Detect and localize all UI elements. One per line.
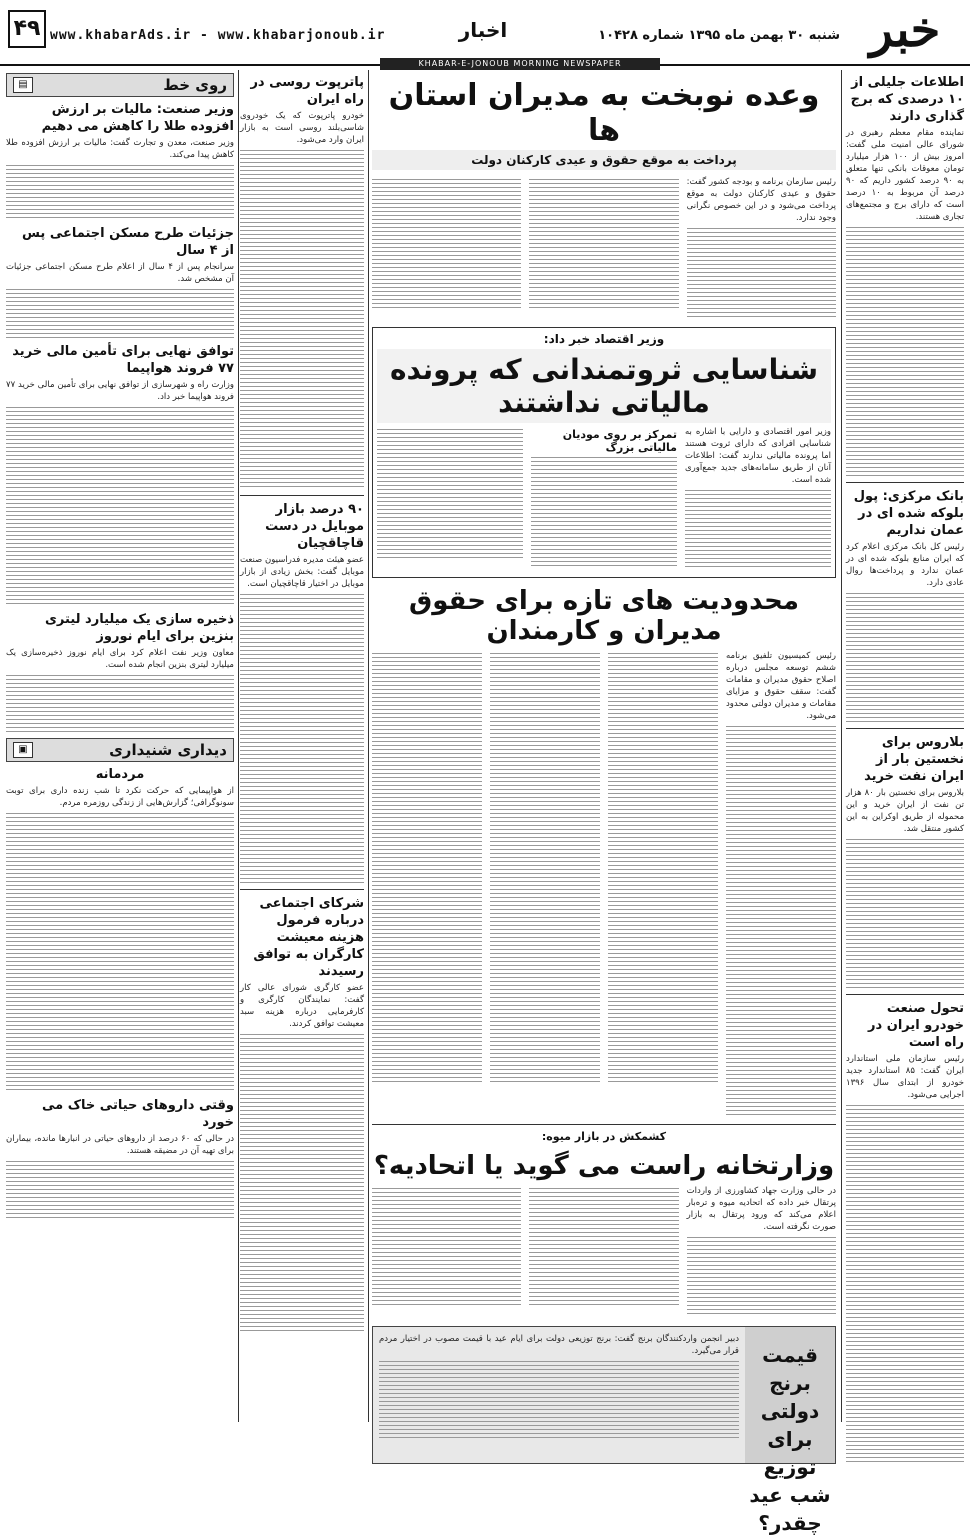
left-item5-text: از هواپیمایی که حرکت نکرد تا شب زنده داری برای توبت سونوگرافی؛ گزارش‌هایی از زندگی روزمره مردم. [6,786,234,808]
section-banner-audio-visual [6,738,234,762]
right-column [841,70,964,1422]
kicker-2: وزیر اقتصاد خبر داد: [543,332,665,346]
middle-column [240,70,369,1422]
left-item6-title: وقتی داروهای حیاتی خاک می خورد [41,1098,234,1130]
websites: www.khabarAds.ir - www.khabarjonoub.ir [50,28,386,43]
page-number: ۴۹ [8,10,46,48]
issue-line: شنبه ۳۰ بهمن ماه ۱۳۹۵ شماره ۱۰۴۲۸ [598,28,840,43]
mid-text-1: خودرو پاترپوت که یک خودروی شاسی‌بلند روسی است به بازار ایران وارد می‌شود. [240,111,364,145]
rice-box-title: قیمت برنج دولتی برای توزیع شب عید چقدر؟ [745,1327,835,1463]
left-item3-text: وزارت راه و شهرسازی از توافق نهایی برای تأمین مالی خرید ۷۷ فروند هواپیما خبر داد. [6,380,234,402]
right-item2-title: بانک مرکزی: پول بلوکه شده ای در عمان نداریم [853,489,964,538]
story-4 [372,1185,836,1320]
story-2-text: وزیر امور اقتصادی و دارایی با اشاره به شناسایی افرادی که دارای ثروت هستند اما پرونده مالیاتی ندارند گفت: اطلاعات آنان از طریق سامانه‌های جدید جمع‌آوری شده است. [685,427,831,485]
mid-title-1: پاترپوت روسی در راه ایران [250,75,364,107]
story-2-sub: تمرکز بر روی مودیان مالیاتی بزرگ [562,428,677,454]
right-item4-title: تحول صنعت خودرو ایران در راه است [868,1001,964,1050]
left-item1-text: وزیر صنعت، معدن و تجارت گفت: مالیات بر ارزش افزوده طلا کاهش پیدا می‌کند. [6,138,234,160]
media-icon: ▣ [13,742,33,758]
section-online-label: روی خط [163,76,227,94]
paper-name: KHABAR-E-JONOUB MORNING NEWSPAPER [380,58,660,70]
headline-3: محدودیت های تازه برای حقوق مدیران و کارمندان [409,586,799,646]
mid-title-3: شرکای اجتماعی درباره فرمول هزینه معیشت کارگران به توافق رسیدند [253,896,364,979]
headline-1-sub: پرداخت به موقع حقوق و عیدی کارکنان دولت [372,150,836,170]
section-banner-online [6,73,234,97]
left-item2-title: جزئیات طرح مسکن اجتماعی پس از ۴ سال [22,226,234,258]
story-4-text: در حالی وزارت جهاد کشاورزی از واردات پرتقال خبر داده که اتحادیه میوه و تره‌بار اعلام می‌کند که ورود پرتقال به بازار صورت نگرفته است. [686,1186,836,1232]
story-3 [372,650,836,1119]
section-av-label: دیداری شنیداری [109,741,227,759]
headline-4: وزارتخانه راست می گوید یا اتحادیه؟ [373,1151,835,1181]
rice-box-text: دبیر انجمن واردکنندگان برنج گفت: برنج توزیعی دولت برای ایام عید با قیمت مصوب در اختیار مردم قرار می‌گیرد. [379,1334,739,1356]
document-icon: ▤ [13,77,33,93]
right-item1-title: اطلاعات جلیلی از ۱۰ درصدی که برج گذاری دارند [850,75,964,124]
left-item5-title: مردمانه [95,767,145,782]
story-1 [372,176,836,321]
headline-2: شناسایی ثروتمندانی که پرونده مالیاتی نداشتند [377,349,831,423]
right-item3-text: بلاروس برای نخستین بار ۸۰ هزار تن نفت از ایران خرید و این محموله از طریق اوکراین به این کشور منتقل شد. [846,788,965,834]
kicker-4: کشمکش در بازار میوه: [541,1130,667,1143]
mid-text-3: عضو کارگری شورای عالی کار گفت: نمایندگان کارگری و کارفرمایی درباره هزینه سبد معیشت توافق کردند. [240,983,364,1029]
left-item4-title: ذخیره سازی یک میلیارد لیتری بنزین برای ایام نوروز [45,612,234,644]
story-2-box [372,327,836,578]
right-item3-title: بلاروس برای نخستین بار از ایران نفت خرید [864,735,964,784]
left-item4-text: معاون وزیر نفت اعلام کرد برای ایام نوروز ذخیره‌سازی یک میلیارد لیتری بنزین انجام شده است. [6,648,234,670]
rice-price-box [372,1326,836,1535]
headline-1: وعده نوبخت به مدیران استان ها [388,78,820,148]
left-column [6,70,239,1422]
left-item6-text: در حالی که ۶۰ درصد از داروهای حیاتی در انبارها مانده، بیماران برای تهیه آن در مضیقه هستند. [6,1134,234,1156]
right-item1-text: نماینده مقام معظم رهبری در شورای عالی امنیت ملی گفت: امروز بیش از ۱۰۰ هزار میلیارد تومان معوقات بانکی تنها متعلق به ۹۰ درصد کشور داریم که ۹۰ درصد آن مربوط به ۱۰ درصد است که دارای برج و مجتمع‌های تجاری هستند. [846,128,965,222]
section-title: اخبار [458,18,508,42]
story-3-text: رئیس کمیسیون تلفیق برنامه ششم توسعه مجلس درباره اصلاح حقوق مدیران و مقامات گفت: سقف حقوق و مزایای مقامات و مدیران دولتی محدود می‌شود. [726,651,836,721]
mid-title-2: ۹۰ درصد بازار موبایل در دست قاچاقچیان [265,502,364,551]
right-item2-text: رئیس کل بانک مرکزی اعلام کرد که ایران منابع بلوکه شده ای در عمان ندارد و پرداخت‌ها روال عادی دارد. [846,542,964,588]
mid-text-2: عضو هیئت مدیره فدراسیون صنعت موبایل گفت: بخش زیادی از بازار موبایل در اختیار قاچاقچیان است. [240,555,364,589]
left-item2-text: سرانجام پس از ۴ سال از اعلام طرح مسکن اجتماعی جزئیات آن مشخص شد. [6,262,234,284]
story-1-text: رئیس سازمان برنامه و بودجه کشور گفت: حقوق و عیدی کارکنان دولت به موقع پرداخت می‌شود و در این خصوص نگرانی وجود ندارد. [686,177,836,223]
left-item1-title: وزیر صنعت: مالیات بر ارزش افزوده طلا را کاهش می دهیم [41,102,234,134]
masthead [0,0,970,66]
center-area [372,70,836,1535]
left-item3-title: توافق نهایی برای تأمین مالی خرید ۷۷ فروند هواپیما [12,344,234,376]
paper-logo: خبر [869,2,941,58]
right-item4-text: رئیس سازمان ملی استاندارد ایران گفت: ۸۵ استاندارد جدید خودرو از ابتدای سال ۱۳۹۶ اجرایی می‌شود. [846,1054,965,1100]
